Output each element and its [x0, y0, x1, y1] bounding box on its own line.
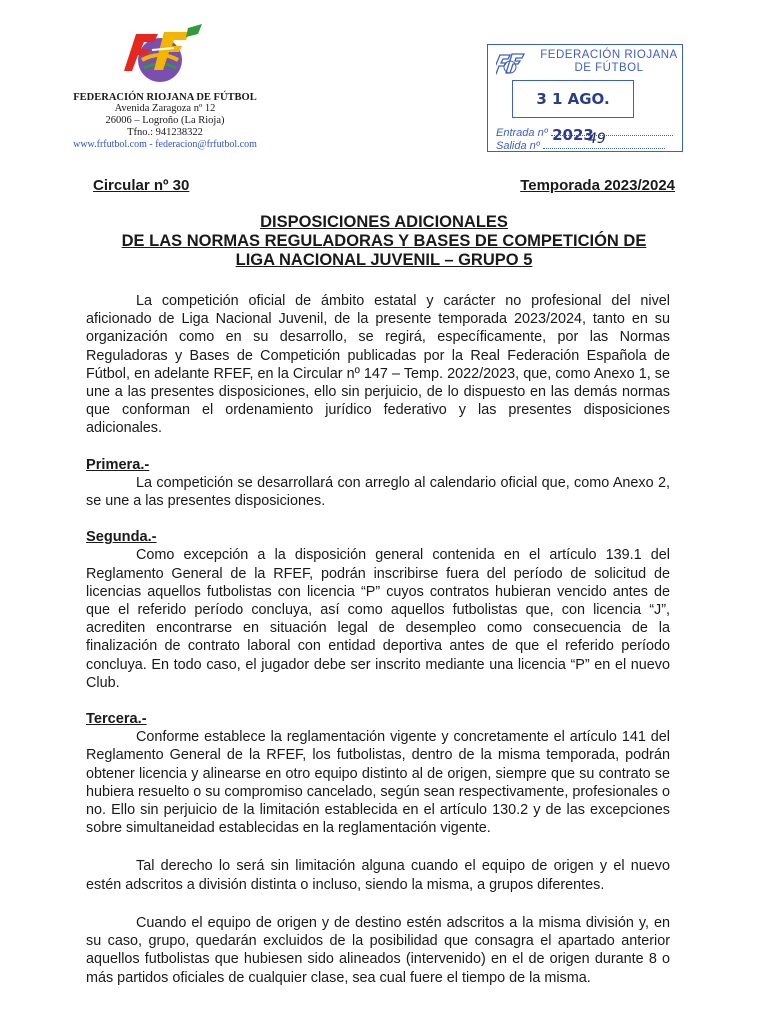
- web-email: www.frfutbol.com - federacion@frfutbol.com: [73, 139, 257, 150]
- section-heading-tercera: Tercera.-: [86, 711, 147, 728]
- entrada-line: [551, 125, 673, 136]
- stamp-line-2: DE FÚTBOL: [574, 62, 644, 74]
- circular-number: Circular nº 30: [93, 177, 190, 194]
- salida-label: Salida nº: [496, 140, 540, 152]
- stamp-header: [538, 49, 680, 75]
- document-title: [60, 213, 708, 270]
- segunda-paragraph: Como excepción a la disposición general contenida en el artículo 139.1 del Reglamento General de la RFEF, podrán inscribirse fuera del período de solicitud de licencias aquellos futbolistas con licencia “P” cuyos contratos hubieran vencido antes de que el referido período concluya, así como aquellos futbolistas que, con licencia “J”, acrediten encontrarse en situación legal de desempleo como consecuencia de la finalización de contrato laboral con entidad deportiva antes de que el referido período concluya. En todo caso, el jugador debe ser inscrito mediante una licencia “P” en el nuevo Club.: [86, 547, 670, 691]
- section-heading-segunda: Segunda.-: [86, 529, 157, 546]
- stamp-date: 3 1 AGO. 2023: [512, 80, 634, 118]
- title-line-3: LIGA NACIONAL JUVENIL – GRUPO 5: [235, 251, 533, 269]
- registry-stamp: [487, 44, 683, 152]
- phone: Tfno.: 941238322: [127, 127, 203, 138]
- address-line-1: Avenida Zaragoza nº 12: [114, 103, 216, 114]
- document-body: [86, 292, 670, 987]
- address-line-2: 26006 – Logroño (La Rioja): [105, 115, 225, 126]
- tercera-paragraph-2: Tal derecho lo será sin limitación alguna cuando el equipo de origen y el nuevo estén adscritos a división distinta o incluso, siendo la misma, a grupos diferentes.: [86, 858, 670, 893]
- intro-paragraph: La competición oficial de ámbito estatal y carácter no profesional del nivel aficionado de Liga Nacional Juvenil, de la presente temporada 2023/2024, tanto en su organización como en su desarrollo, se regirá, específicamente, por las Normas Reguladoras y Bases de Competición publicadas por la Real Federación Española de Fútbol, en adelante RFEF, en la Circular nº 147 – Temp. 2022/2023, que, como Anexo 1, se une a las presentes disposiciones, ello sin perjuicio, de lo dispuesto en las demás normas que conforman el ordenamiento jurídico federativo y las presentes disposiciones adicionales.: [86, 293, 670, 437]
- entrada-label: Entrada nº: [496, 127, 548, 139]
- tercera-paragraph-3: Cuando el equipo de origen y de destino estén adscritos a la misma división y, en su caso, grupo, quedarán excluidos de la posibilidad que consagra el apartado anterior aquellos futbolistas que hubiesen sido alineados (intervenido) en el de origen durante 8 o más partidos oficiales de cualquier clase, sea cual fuere el tiempo de la misma.: [86, 914, 670, 986]
- title-line-2: DE LAS NORMAS REGULADORAS Y BASES DE COMPETICIÓN DE: [121, 232, 647, 250]
- federation-logo: [122, 20, 208, 86]
- stamp-entrada: [496, 125, 673, 139]
- stamp-salida: [496, 138, 665, 152]
- tercera-paragraph: Conforme establece la reglamentación vigente y concretamente el artículo 141 del Reglamento General de la RFEF, los futbolistas, dentro de la misma temporada, podrán obtener licencia y alinearse en otro equipo distinto al de origen, siempre que su contrato se hubiera resuelto o su compromiso cancelado, según sean respectivamente, profesionales o no. Ello sin perjuicio de la limitación establecida en el artículo 130.2 y de las excepciones sobre simultaneidad establecidas en la reglamentación vigente.: [86, 729, 670, 837]
- primera-paragraph: La competición se desarrollará con arreglo al calendario oficial que, como Anexo 2, se une a las presentes disposiciones.: [86, 474, 670, 510]
- section-heading-primera: Primera.-: [86, 456, 150, 473]
- title-line-1: DISPOSICIONES ADICIONALES: [260, 213, 508, 231]
- letterhead: [60, 20, 270, 151]
- salida-number: 49: [588, 131, 606, 147]
- federation-name: FEDERACIÓN RIOJANA DE FÚTBOL: [73, 92, 257, 103]
- season: Temporada 2023/2024: [520, 177, 675, 194]
- stamp-logo-icon: [496, 51, 530, 75]
- stamp-line-1: FEDERACIÓN RIOJANA: [540, 49, 678, 61]
